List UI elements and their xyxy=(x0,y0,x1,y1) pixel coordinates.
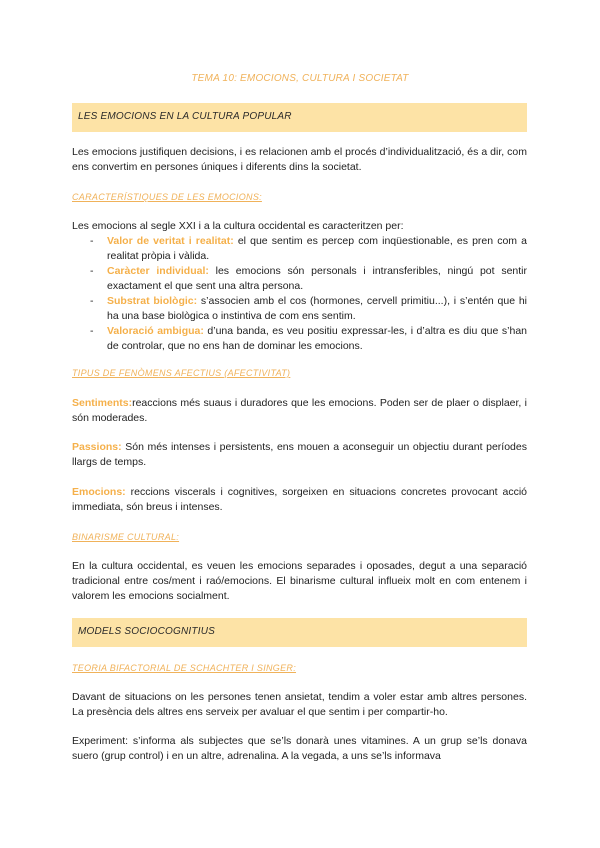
item-term: Valor de veritat i realitat: xyxy=(107,235,234,247)
item-term: Caràcter individual: xyxy=(107,265,209,277)
teoria-paragraph-2: Experiment: s’informa als subjectes que se’ls donarà unes vitamines. A un grup se’ls donava suero (grup control) i en un altre, adrenalina. A la vegada, a uns se’ls informava xyxy=(72,735,527,762)
item-text: d’una banda, es veu positiu expressar-les, i d’altra es diu que s’han de controlar, que no ens han de dominar les emocions. xyxy=(107,325,527,352)
section-heading: MODELS SOCIOCOGNITIUS xyxy=(78,626,215,637)
section-heading-band xyxy=(72,618,527,647)
caracteristiques-list xyxy=(72,234,527,354)
emocions-text: reccions viscerals i cognitives, sorgeixen en situacions concretes provocant acció immediata, són breus i intenses. xyxy=(72,486,527,513)
list-item xyxy=(72,264,527,294)
subheading-tipus: TIPUS DE FENÒMENS AFECTIUS (AFECTIVITAT) xyxy=(72,368,291,378)
passions-paragraph xyxy=(72,440,527,470)
term-emocions: Emocions: xyxy=(72,486,126,498)
section-heading-band xyxy=(72,103,527,132)
document-title: TEMA 10: EMOCIONS, CULTURA I SOCIETAT xyxy=(191,73,409,84)
caracteristiques-intro: Les emocions al segle XXI i a la cultura occidental es caracteritzen per: xyxy=(72,220,404,232)
item-text: el que sentim es percep com inqüestionable, es pren com a realitat pròpia i vàlida. xyxy=(107,235,527,262)
passions-text: Són més intenses i persistents, ens mouen a aconseguir un objectiu durant períodes llargs de temps. xyxy=(72,441,527,468)
item-text: s’associen amb el cos (hormones, cervell primitiu...), i s’entén que hi ha una base biològica o instintiva de com ens sentim. xyxy=(107,295,528,322)
bullet-dash: - xyxy=(90,265,94,277)
emocions-paragraph xyxy=(72,485,527,515)
bullet-dash: - xyxy=(90,295,94,307)
teoria-paragraph-1: Davant de situacions on les persones tenen ansietat, tendim a voler estar amb altres persones. La presència dels altres ens serveix per avaluar el que sentim i per compartir-ho. xyxy=(72,691,527,718)
list-item xyxy=(72,324,527,354)
item-text: les emocions són personals i intransferibles, ningú pot sentir exactament el que sent una altra persona. xyxy=(107,265,527,292)
sentiments-text: reaccions més suaus i duradores que les emocions. Poden ser de plaer o displaer, i són moderades. xyxy=(72,397,527,424)
term-sentiments: Sentiments: xyxy=(72,397,133,409)
list-item xyxy=(72,294,527,324)
section-heading: LES EMOCIONS EN LA CULTURA POPULAR xyxy=(78,111,292,122)
binarisme-paragraph: En la cultura occidental, es veuen les emocions separades i oposades, degut a una separació tradicional entre cos/ment i raó/emocions. El binarisme cultural influeix molt en com entenem i valorem les emocions socialment. xyxy=(72,560,527,602)
term-passions: Passions: xyxy=(72,441,122,453)
list-item xyxy=(72,234,527,264)
subheading-teoria: TEORIA BIFACTORIAL DE SCHACHTER I SINGER: xyxy=(72,663,297,673)
subheading-binarisme: BINARISME CULTURAL: xyxy=(72,532,180,542)
item-term: Valoració ambigua: xyxy=(107,325,204,337)
sentiments-paragraph xyxy=(72,396,527,426)
subheading-caracteristiques: CARACTERÍSTIQUES DE LES EMOCIONS: xyxy=(72,192,262,202)
bullet-dash: - xyxy=(90,325,94,337)
item-term: Substrat biològic: xyxy=(107,295,198,307)
intro-paragraph: Les emocions justifiquen decisions, i es relacionen amb el procés d’individualització, és a dir, com ens convertim en persones úniques i diferents dins la societat. xyxy=(72,146,527,173)
bullet-dash: - xyxy=(90,235,94,247)
